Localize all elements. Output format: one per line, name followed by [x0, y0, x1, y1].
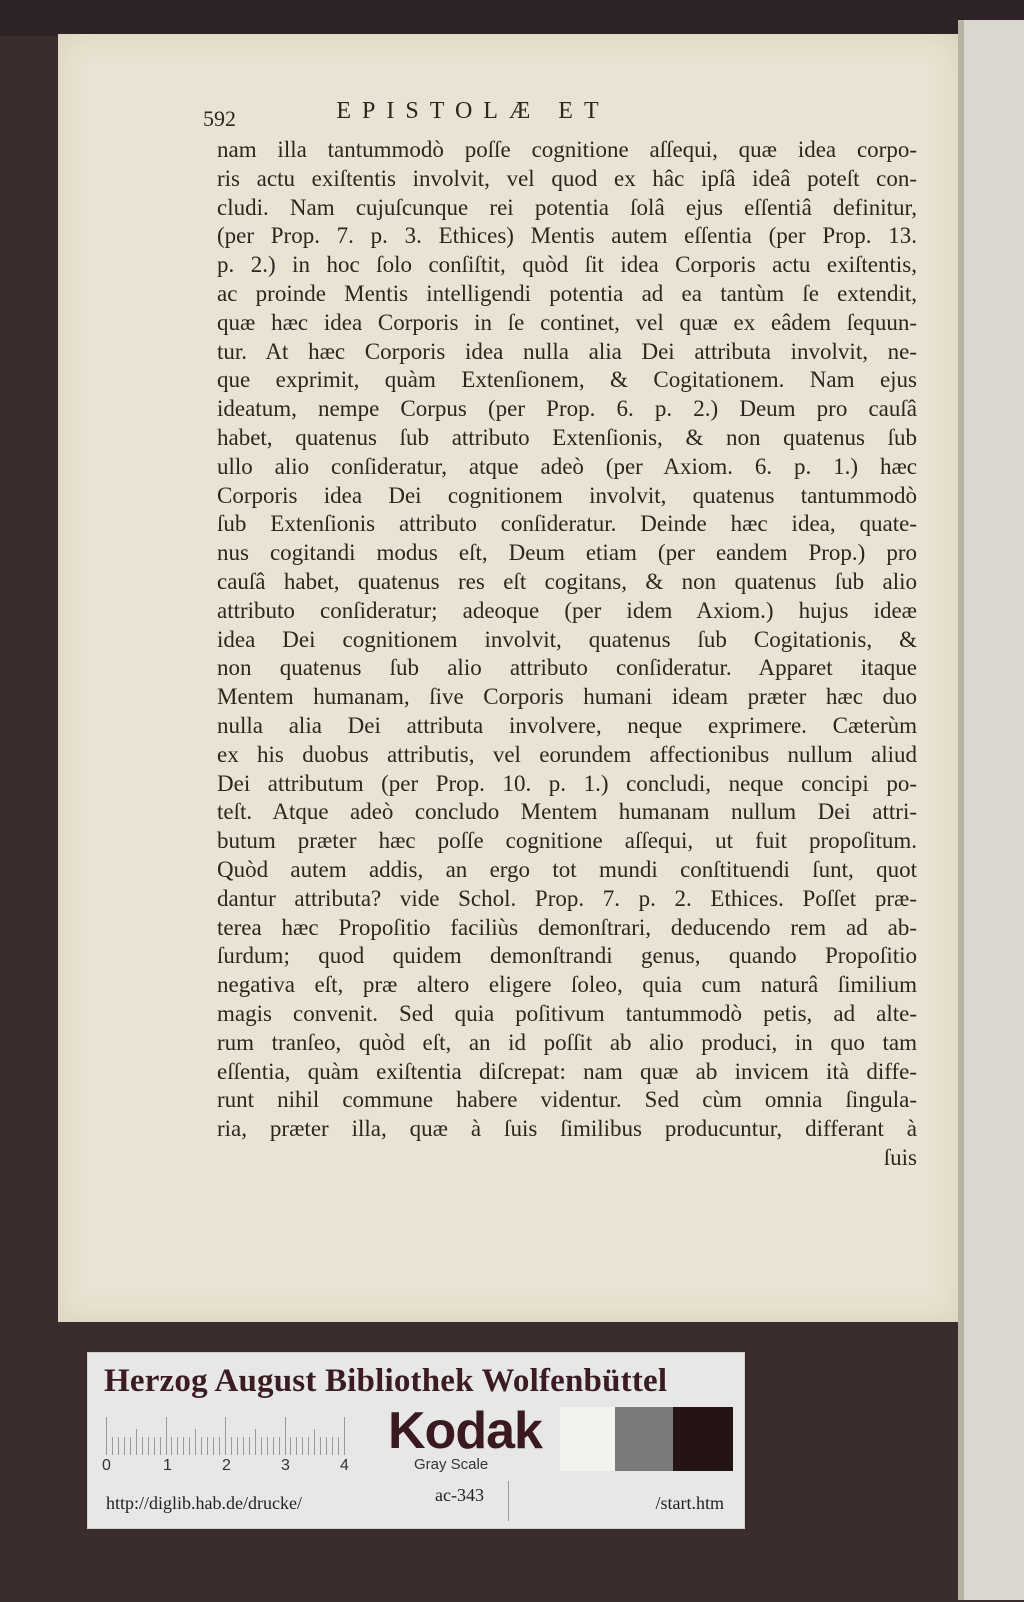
url-suffix: /start.htm — [655, 1493, 724, 1513]
ruler-tick — [332, 1437, 333, 1455]
ruler-tick — [326, 1437, 327, 1455]
ruler-tick — [124, 1437, 125, 1455]
ruler-tick — [255, 1429, 256, 1455]
text-line: quæ hæc idea Corporis in ſe continet, vel quæ ex eâdem ſequun- — [217, 309, 917, 335]
text-line: runt nihil commune habere videntur. Sed cùm omnia ſingula- — [217, 1087, 917, 1113]
ruler-tick — [243, 1437, 244, 1455]
ruler-tick — [320, 1437, 321, 1455]
page-gutter — [958, 20, 964, 1600]
gray-scale-label: Gray Scale — [414, 1456, 489, 1473]
kodak-logo: Kodak — [388, 1402, 542, 1460]
ruler-tick — [142, 1437, 143, 1455]
gray-patch-mid — [615, 1407, 673, 1471]
ruler-scale — [106, 1415, 351, 1455]
text-line: ria, præter illa, quæ à ſuis ſimilibus producuntur, differant à — [217, 1116, 917, 1142]
text-line: cauſâ habet, quatenus res eſt cogitans, & non quatenus ſub alio — [217, 568, 917, 594]
adjacent-page-edge — [958, 20, 1024, 1600]
ruler-tick — [225, 1417, 226, 1455]
text-line: attributo conſideratur; adeoque (per idem Axiom.) hujus ideæ — [217, 597, 917, 623]
ruler-tick — [118, 1437, 119, 1455]
ruler-tick — [154, 1437, 155, 1455]
text-line: ſurdum; quod quidem demonſtrandi genus, quando Propoſitio — [217, 943, 917, 969]
ruler-tick — [160, 1437, 161, 1455]
running-title: EPISTOLÆ ET — [336, 98, 610, 124]
ruler-tick — [219, 1437, 220, 1455]
ruler-number: 0 — [102, 1457, 111, 1474]
ruler-tick — [273, 1437, 274, 1455]
ruler-tick — [213, 1437, 214, 1455]
ruler-tick — [177, 1437, 178, 1455]
text-line: ac proinde Mentis intelligendi potentia ad ea tantùm ſe extendit, — [217, 280, 917, 306]
text-line: Dei attributum (per Prop. 10. p. 1.) concludi, neque concipi po- — [217, 770, 917, 796]
text-line: Corporis idea Dei cognitionem involvit, quatenus tantummodò — [217, 482, 917, 508]
text-line: terea hæc Propoſitio faciliùs demonſtrari, deducendo rem ad ab- — [217, 914, 917, 940]
text-line: nam illa tantummodò poſſe cognitione aſſequi, quæ idea corpo- — [217, 137, 917, 162]
text-line: nus cogitandi modus eſt, Deum etiam (per eandem Prop.) pro — [217, 540, 917, 566]
text-line: non quatenus ſub alio attributo conſideratur. Apparet itaque — [217, 655, 917, 681]
ruler-tick — [112, 1437, 113, 1455]
ruler-tick — [296, 1437, 297, 1455]
ruler-tick — [338, 1437, 339, 1455]
scanner-background — [0, 0, 1024, 36]
ruler-tick — [249, 1437, 250, 1455]
ruler-number: 4 — [340, 1457, 349, 1474]
text-line: que exprimit, quàm Extenſionem, & Cogitationem. Nam ejus — [217, 367, 917, 393]
text-line: negativa eſt, præ altero eligere ſoleo, quia cum naturâ ſimilium — [217, 972, 917, 998]
shelfmark: ac-343 — [435, 1485, 484, 1505]
text-line: habet, quatenus ſub attributo Extenſionis, & non quatenus ſub — [217, 424, 917, 450]
ruler-tick — [344, 1417, 345, 1455]
text-line: Quòd autem addis, an ergo tot mundi conſtituendi ſunt, quot — [217, 856, 917, 882]
library-name: Herzog August Bibliothek Wolfenbüttel — [104, 1363, 668, 1399]
running-header — [203, 98, 903, 131]
library-url: http://diglib.hab.de/drucke/ — [106, 1493, 302, 1513]
text-line: ex his duobus attributis, vel eorundem affectionibus nullum aliud — [217, 741, 917, 767]
ruler-tick — [189, 1437, 190, 1455]
text-line: idea Dei cognitionem involvit, quatenus ſub Cogitationis, & — [217, 626, 917, 652]
ruler-tick — [195, 1429, 196, 1455]
ruler-tick — [130, 1437, 131, 1455]
ruler-tick — [106, 1417, 107, 1455]
ruler-tick — [136, 1429, 137, 1455]
ruler-tick — [302, 1437, 303, 1455]
ruler-tick — [231, 1437, 232, 1455]
ruler-tick — [279, 1437, 280, 1455]
text-line: nulla alia Dei attributa involvere, neque exprimere. Cæterùm — [217, 712, 917, 738]
ruler-tick — [201, 1437, 202, 1455]
ruler-tick — [314, 1429, 315, 1455]
ruler-number: 1 — [163, 1457, 172, 1474]
catchword: ſuis — [883, 1144, 917, 1170]
ruler-tick — [183, 1437, 184, 1455]
book-page — [58, 34, 958, 1322]
text-line: butum præter hæc poſſe cognitione aſſequi, ut fuit propoſitum. — [217, 828, 917, 854]
ruler-tick — [267, 1437, 268, 1455]
text-line: magis convenit. Sed quia poſitivum tantummodò petis, ad alte- — [217, 1000, 917, 1026]
text-line: ideatum, nempe Corpus (per Prop. 6. p. 2.) Deum pro cauſâ — [217, 396, 917, 422]
scan-calibration-target — [87, 1352, 745, 1529]
text-line: Mentem humanam, ſive Corporis humani ideam præter hæc duo — [217, 684, 917, 710]
gray-patch-white — [560, 1407, 615, 1471]
ruler-tick — [285, 1417, 286, 1455]
text-line: dantur attributa? vide Schol. Prop. 7. p. 2. Ethices. Poſſet præ- — [217, 885, 917, 911]
page-body-text — [217, 136, 917, 1173]
ruler-tick — [290, 1437, 291, 1455]
text-line: rum tranſeo, quòd eſt, an id poſſit ab alio produci, in quo tam — [217, 1029, 917, 1055]
ruler-number: 3 — [281, 1457, 290, 1474]
text-line: ris actu exiſtentis involvit, vel quod ex hâc ipſâ ideâ poteſt con- — [217, 165, 917, 191]
gray-patch-black — [673, 1407, 733, 1471]
text-line: p. 2.) in hoc ſolo conſiſtit, quòd ſit idea Corporis actu exiſtentis, — [217, 252, 917, 278]
divider — [508, 1481, 509, 1521]
text-line: tur. At hæc Corporis idea nulla alia Dei attributa involvit, ne- — [217, 338, 917, 364]
text-line: teſt. Atque adeò concludo Mentem humanam nullum Dei attri- — [217, 799, 917, 825]
ruler-tick — [207, 1437, 208, 1455]
ruler-tick — [166, 1417, 167, 1455]
text-line: cludi. Nam cujuſcunque rei potentia ſolâ ejus eſſentiâ definitur, — [217, 194, 917, 220]
ruler-tick — [171, 1437, 172, 1455]
ruler-tick — [308, 1437, 309, 1455]
text-line: ſub Extenſionis attributo conſideratur. Deinde hæc idea, quate- — [217, 511, 917, 537]
ruler-number: 2 — [222, 1457, 231, 1474]
ruler-tick — [148, 1437, 149, 1455]
ruler-tick — [237, 1437, 238, 1455]
page-number: 592 — [203, 106, 236, 131]
text-line: (per Prop. 7. p. 3. Ethices) Mentis autem eſſentia (per Prop. 13. — [217, 223, 917, 249]
ruler-tick — [261, 1437, 262, 1455]
text-line: ullo alio conſideratur, atque adeò (per Axiom. 6. p. 1.) hæc — [217, 453, 917, 479]
text-line: eſſentia, quàm exiſtentia diſcrepat: nam quæ ab invicem ità diffe- — [217, 1058, 917, 1084]
